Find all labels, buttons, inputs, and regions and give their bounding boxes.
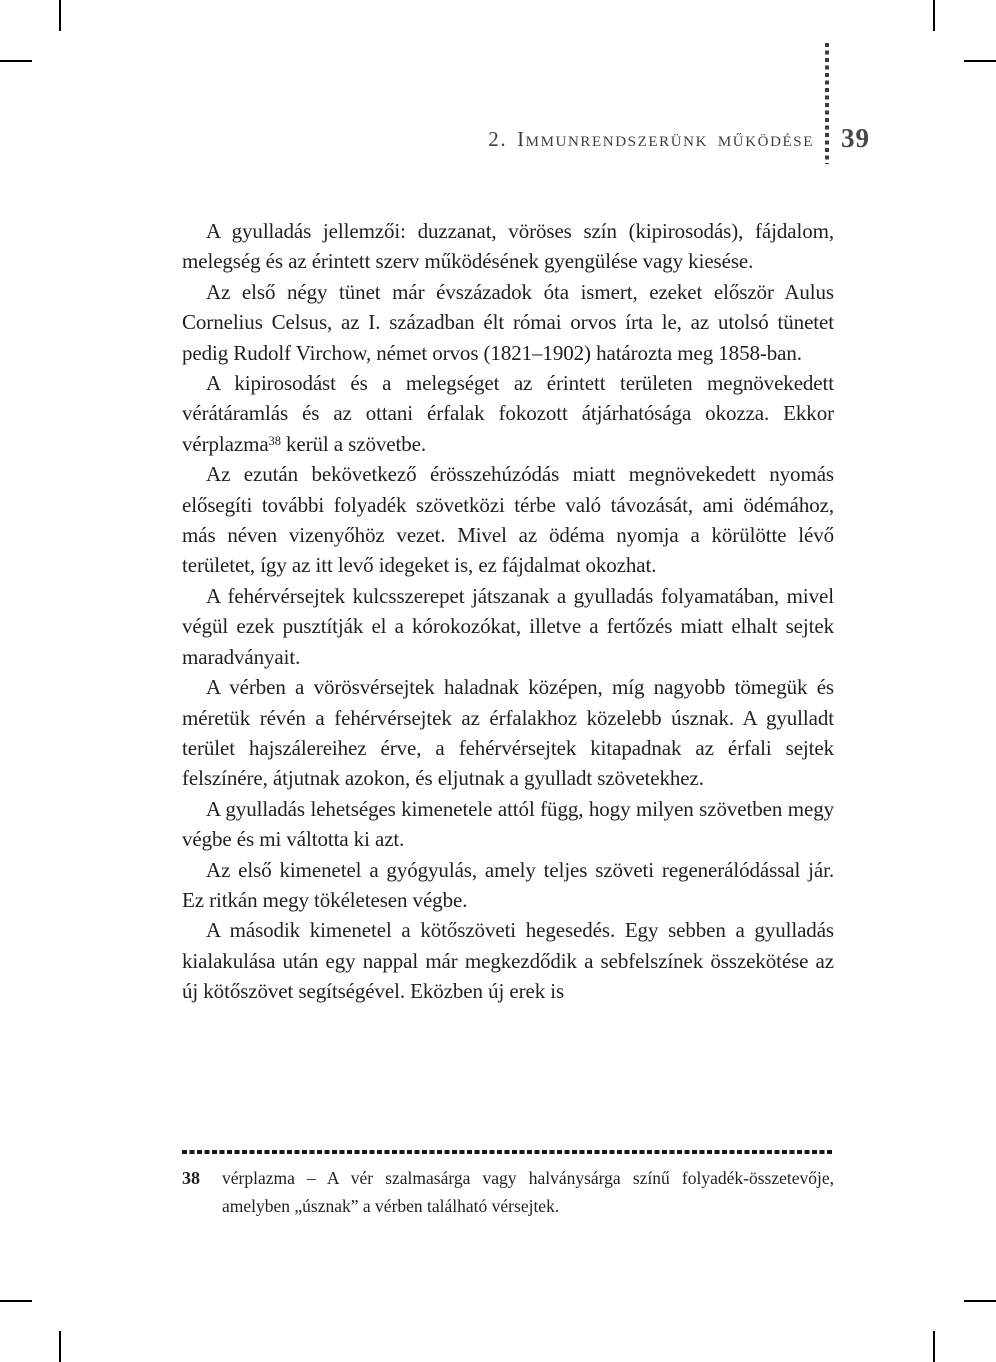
body-text: [182, 216, 834, 1007]
paragraph-text: Az első kimenetel a gyógyulás, amely teljes szöveti regenerálódással jár. Ez ritkán megy tökéletesen végbe.: [182, 857, 834, 912]
running-header-chapter-title: 2. Immunrendszerünk működése: [488, 127, 814, 151]
paragraph: [182, 855, 834, 916]
page-number: 39: [841, 123, 870, 153]
paragraph: [182, 277, 834, 368]
paragraph: [182, 794, 834, 855]
paragraph: [182, 216, 834, 277]
paragraph: [182, 672, 834, 794]
paragraph-text: kerül a szövetbe.: [280, 431, 426, 456]
crop-mark-bottom-right-vertical: [933, 1331, 935, 1362]
header-dashed-divider: [825, 43, 829, 164]
paragraph: [182, 581, 834, 672]
paragraph-text: A fehérvérsejtek kulcsszerepet játszanak a gyulladás folyamatában, mivel végül ezek pusztítják el a kórokozókat, illetve a fertőzés miatt elhalt sejtek maradványait.: [182, 583, 834, 669]
crop-mark-top-left-vertical: [59, 0, 61, 31]
footnote-rule: [182, 1150, 834, 1154]
crop-mark-bottom-left-horizontal: [0, 1300, 32, 1302]
crop-mark-bottom-right-horizontal: [964, 1300, 996, 1302]
crop-mark-top-right-horizontal: [964, 60, 996, 62]
paragraph: [182, 368, 834, 459]
paragraph-text: Az ezután bekövetkező érösszehúzódás miatt megnövekedett nyomás elősegíti további folyadék szövetközi térbe való távozását, ami ödémához, más néven vizenyőhöz vezet. Mivel az ödéma nyomja a körülötte lévő területet, így az itt levő idegeket is, ez fájdalmat okozhat.: [182, 462, 834, 578]
paragraph-text: A gyulladás lehetséges kimenetele attól függ, hogy milyen szövetben megy végbe és mi váltotta ki azt.: [182, 796, 834, 852]
footnote-text: vérplazma – A vér szalmasárga vagy halványsárga színű folyadék-összetevője, amelyben „úsznak” a vérben található vérsejtek.: [222, 1168, 834, 1216]
paragraph-text: Az első négy tünet már évszázadok óta ismert, ezeket először Aulus Cornelius Celsus, az I. században élt római orvos írta le, az utolsó tünetet pedig Rudolf Virchow, német orvos (1821–1902) határozta meg 1858-ban.: [182, 279, 834, 365]
footnote-number: 38: [182, 1168, 200, 1188]
paragraph: [182, 915, 834, 1006]
paragraph-text: A második kimenetel a kötőszöveti hegesedés. Egy sebben a gyulladás kialakulása után egy nappal már megkezdődik a sebfelszínek összekötése az új kötőszövet segítségével. Eközben új erek is: [182, 918, 834, 1004]
paragraph-text: A gyulladás jellemzői: duzzanat, vöröses szín (kipirosodás), fájdalom, melegség és az érintett szerv működésének gyengülése vagy kiesése.: [182, 219, 834, 274]
paragraph-text: A kipirosodást és a melegséget az érintett területen megnövekedett vérátáramlás és az ottani érfalak fokozott átjárhatósága okozza. Ekkor vérplazma: [182, 371, 834, 456]
footnote-reference: 38: [268, 433, 281, 448]
paragraph: [182, 459, 834, 581]
crop-mark-bottom-left-vertical: [59, 1331, 61, 1362]
crop-mark-top-left-horizontal: [0, 60, 32, 62]
crop-mark-top-right-vertical: [933, 0, 935, 31]
paragraph-text: A vérben a vörösvérsejtek haladnak középen, míg nagyobb tömegük és méretük révén a fehérvérsejtek az érfalakhoz közelebb úsznak. A gyulladt terület hajszálereihez érve, a fehérvérsejtek kitapadnak az érfali sejtek felszínére, átjutnak azokon, és eljutnak a gyulladt szövetekhez.: [182, 675, 834, 791]
footnote: [182, 1165, 834, 1220]
